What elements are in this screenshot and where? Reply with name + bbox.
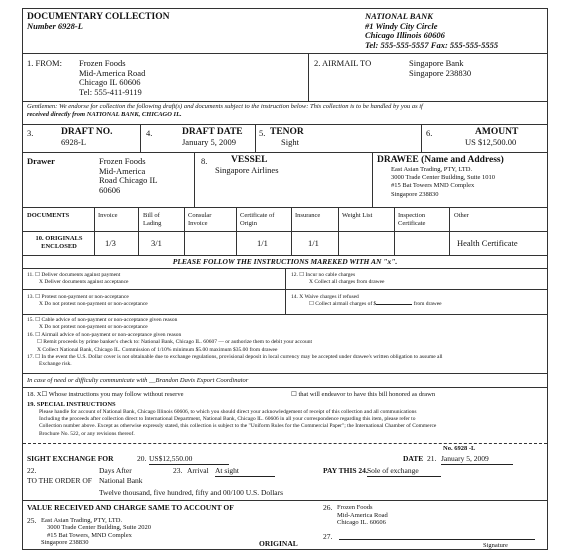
to-the-order-of-value: National Bank — [99, 476, 143, 485]
drawer-sig-line: Frozen Foods — [337, 504, 373, 511]
field-number: 21. — [427, 454, 437, 463]
drawer-line: Frozen Foods — [99, 156, 146, 166]
amount-label: AMOUNT — [475, 127, 519, 137]
pay-this-label: PAY THIS 24. — [323, 466, 368, 475]
divider — [140, 124, 141, 152]
special-instruction-line: Including the proceeds after collection direct to International Department, National Bank, Chicago IL. 60606 in all your correspondence regarding this item, please refer to — [39, 416, 416, 423]
bank-name: NATIONAL BANK — [365, 11, 433, 21]
instruction-line: 17. ☐ In the event the U.S. Dollar cover is not obtainable due to exchange regulations, provisional deposit in local currency may be accepted under drawee's written obligation to assume all — [27, 354, 443, 361]
days-after-label: Days After — [99, 466, 132, 475]
exchange-number: No. 6928 -L — [443, 445, 476, 452]
instruction-line: 16. ☐ Airmail advice of non-payment or non-acceptance given reason — [27, 331, 182, 338]
doc-col-other: Other — [454, 212, 469, 219]
doc-col-bill-of-lading: Bill of Lading — [143, 212, 162, 227]
divider — [23, 207, 547, 208]
drawee-address — [391, 166, 495, 199]
field-number: 3. — [27, 128, 34, 138]
drawer-line: Mid-America — [99, 165, 146, 176]
field-number: 23. — [173, 466, 183, 475]
divider — [308, 53, 309, 101]
divider — [23, 500, 547, 501]
account-line: 3000 Trade Center Building, Suite 2020 — [47, 524, 151, 532]
divider — [23, 373, 547, 374]
divider — [23, 152, 547, 153]
instruction-line: 14. X Waive charges if refused — [291, 294, 359, 300]
draft-no-label: DRAFT NO. — [61, 127, 113, 137]
value-received-label: VALUE RECEIVED AND CHARGE SAME TO ACCOUNT OF — [27, 503, 234, 512]
special-instruction-line: Please handle for account of National Bank, Chicago Illinois 60606, to which you should direct your acknowledgement of receipt of this collection and all communications — [39, 409, 417, 415]
instruction-line: X Deliver documents against acceptance — [39, 278, 129, 285]
instruction-line: ☐ Collect airmail charges of $ — [309, 300, 377, 307]
instruction-11 — [27, 272, 129, 285]
signature-label: Signature — [483, 542, 508, 549]
divider — [23, 124, 547, 125]
drawer-signature-block — [337, 504, 388, 527]
field-number: 26. — [323, 503, 333, 512]
field-number: 4. — [146, 128, 153, 138]
instruction-line: from drawee — [413, 300, 442, 307]
drawee-line: East Asian Trading, PTY, LTD. — [391, 166, 473, 173]
bank-address-line: #1 Windy City Circle — [365, 20, 438, 31]
doc-value-insurance: 1/1 — [308, 238, 319, 248]
airmail-line: Singapore 238830 — [409, 67, 472, 78]
pay-this-value: Sole of exchange — [367, 467, 441, 477]
documents-label: DOCUMENTS — [27, 212, 70, 219]
field-number: 25. — [27, 516, 37, 525]
airmail-address — [409, 59, 471, 78]
doc-value-invoice: 1/3 — [105, 238, 116, 248]
doc-col-weight-list: Weight List — [342, 212, 373, 219]
gentlemen-text — [27, 103, 423, 118]
drawee-line: Singapore 238830 — [391, 190, 439, 198]
instruction-line: 13. ☐ Protest non-payment or non-acceptance — [27, 294, 129, 300]
originals-label-line: ENCLOSED — [41, 242, 77, 250]
instruction-12 — [291, 272, 385, 285]
drawer-address — [99, 157, 158, 195]
instruction-18a: 18. X☐ Whose instructions you may follow without reserve — [27, 391, 184, 398]
divider — [23, 255, 547, 256]
originals-label-line: 10. ORIGINALS — [35, 235, 83, 242]
tenor-value: Sight — [281, 137, 299, 147]
divider — [285, 268, 286, 314]
instruction-line: X Do not protest non-payment or non-acceptance — [39, 300, 148, 307]
from-line: Mid-America Road — [79, 67, 146, 78]
drawer-sig-line: Mid-America Road — [337, 511, 388, 519]
doc-col-invoice: Invoice — [98, 212, 118, 219]
divider — [23, 101, 547, 102]
bank-header — [365, 12, 498, 50]
drawer-line: Road Chicago IL — [99, 175, 158, 186]
doc-col-inspection-certificate: Inspection Certificate — [398, 212, 426, 227]
divider — [255, 124, 256, 152]
from-address — [79, 59, 145, 97]
instruction-line: 15. ☐ Cable advice of non-payment or non-acceptance given reason — [27, 317, 178, 323]
divider — [23, 289, 547, 290]
divider — [23, 443, 547, 444]
instruction-line: 12. ☐ Incur no cable charges — [291, 272, 356, 278]
divider — [23, 314, 547, 315]
account-line: Singapore 238830 — [41, 539, 89, 547]
from-line: Chicago IL 60606 — [79, 77, 141, 88]
date-label: DATE — [403, 454, 424, 463]
draft-no-value: 6928-L — [61, 137, 87, 147]
gentlemen-line: Gentlemen: We endorse for collection the following draft(s) and documents subject to the instruction below: This collection is to be handled by you as if — [27, 103, 423, 110]
special-instructions-title: 19. SPECIAL INSTRUCTIONS — [27, 401, 116, 408]
account-address — [41, 517, 151, 547]
signature-line[interactable] — [339, 531, 535, 540]
airmail-line: Singapore Bank — [409, 58, 464, 68]
account-line: East Asian Trading, PTY, LTD. — [41, 517, 123, 524]
from-line: Tel: 555-411-9119 — [79, 86, 142, 97]
drawee-label: DRAWEE (Name and Address) — [377, 155, 504, 165]
divider — [23, 231, 547, 232]
amount-value: US $12,500.00 — [465, 137, 517, 147]
draft-date-value: January 5, 2009 — [182, 137, 237, 147]
field-number: 22. — [27, 466, 37, 475]
sight-exchange-label: SIGHT EXCHANGE FOR — [27, 454, 114, 463]
field-number: 5. — [259, 128, 266, 138]
document-title: DOCUMENTARY COLLECTION — [27, 12, 170, 22]
doc-value-bill-of-lading: 3/1 — [151, 238, 162, 248]
arrival-label: Arrival — [187, 466, 209, 475]
field-number: 8. — [201, 156, 208, 166]
divider — [23, 53, 547, 54]
instructions-title: PLEASE FOLLOW THE INSTRUCTIONS MAREKED WITH AN "x". — [172, 257, 398, 266]
airmail-label: 2. AIRMAIL TO — [314, 58, 372, 68]
divider — [23, 387, 547, 388]
instruction-line: ☐ Remit proceeds by prime banker's check to: National Bank, Chicago IL. 60607 — or authorize them to debit your account — [37, 339, 313, 346]
instruction-18b: ☐ that will endeavor to have this bill honored as drawn — [291, 391, 436, 398]
divider — [421, 124, 422, 152]
documentary-collection-form — [22, 8, 548, 550]
special-instructions-text — [39, 409, 436, 438]
draft-date-label: DRAFT DATE — [182, 127, 243, 137]
bank-phone-line: Tel: 555-555-5557 Fax: 555-555-5555 — [365, 39, 499, 50]
drawer-line: 60606 — [99, 184, 121, 195]
exchange-date: January 5, 2009 — [441, 455, 513, 465]
collection-number: Number 6928-L — [27, 21, 83, 31]
instruction-line: Exchange risk. — [39, 361, 72, 368]
drawer-label: Drawer — [27, 156, 55, 166]
account-line: #15 Bat Towers, MND Complex — [47, 531, 132, 539]
from-label: 1. FROM: — [27, 58, 62, 68]
exchange-amount: US$12,550.00 — [149, 455, 229, 465]
drawee-line: 3000 Trade Center Building, Suite 1010 — [391, 174, 495, 182]
divider — [372, 152, 373, 207]
bank-address-line: Chicago Illinois 60606 — [365, 30, 445, 40]
original-label: ORIGINAL — [259, 539, 298, 548]
doc-value-other: Health Certificate — [457, 238, 518, 248]
doc-value-certificate-of-origin: 1/1 — [257, 238, 268, 248]
instruction-line: X Collect National Bank, Chicago IL. Commission of 1/10% minimum $5.00 maximum $35.00 from drawee — [37, 346, 278, 353]
instruction-14 — [291, 294, 442, 307]
from-line: Frozen Foods — [79, 58, 126, 68]
doc-col-consular-invoice: Consular Invoice — [188, 212, 212, 227]
instruction-13 — [27, 294, 148, 307]
vessel-value: Singapore Airlines — [215, 165, 279, 175]
doc-col-insurance: Insurance — [295, 212, 321, 219]
to-the-order-of-label: TO THE ORDER OF — [27, 476, 92, 485]
instruction-line: X Do not protest non-payment or non-acceptance — [39, 324, 148, 331]
field-number: 20. — [137, 454, 147, 463]
amount-in-words: Twelve thousand, five hundred, fifty and 00/100 U.S. Dollars — [99, 488, 284, 497]
instruction-line: 11. ☐ Deliver documents against payment — [27, 272, 121, 278]
instruction-line: X Collect all charges from drawee — [309, 278, 385, 285]
doc-col-certificate-of-origin: Certificate of Origin — [240, 212, 275, 227]
special-instruction-line: Brochure No. 522, or any revisions thereof. — [39, 430, 135, 437]
coordinator-line: In case of need or difficulty communicate with __Brandon Davis Export Coordinator — [27, 377, 249, 384]
gentlemen-line: received directly from NATIONAL BANK, CHICAGO IL. — [27, 110, 182, 118]
field-number: 6. — [426, 128, 433, 138]
field-number: 27. — [323, 532, 333, 541]
arrival-value: At sight — [215, 467, 275, 477]
drawer-sig-line: Chicago IL. 60606 — [337, 519, 386, 527]
tenor-label: TENOR — [270, 127, 304, 137]
drawee-line: #15 Bat Towers MND Complex — [391, 182, 475, 190]
instructions-15-17 — [27, 317, 443, 369]
special-instruction-line: Collection number above. Except as otherwise expressly stated, this collection is subject to the "Uniform Rules for the Commercial Paper"; the International Chamber of Commerce — [39, 423, 437, 430]
divider — [194, 152, 195, 207]
vessel-label: VESSEL — [231, 155, 268, 165]
originals-enclosed-label — [27, 235, 91, 250]
